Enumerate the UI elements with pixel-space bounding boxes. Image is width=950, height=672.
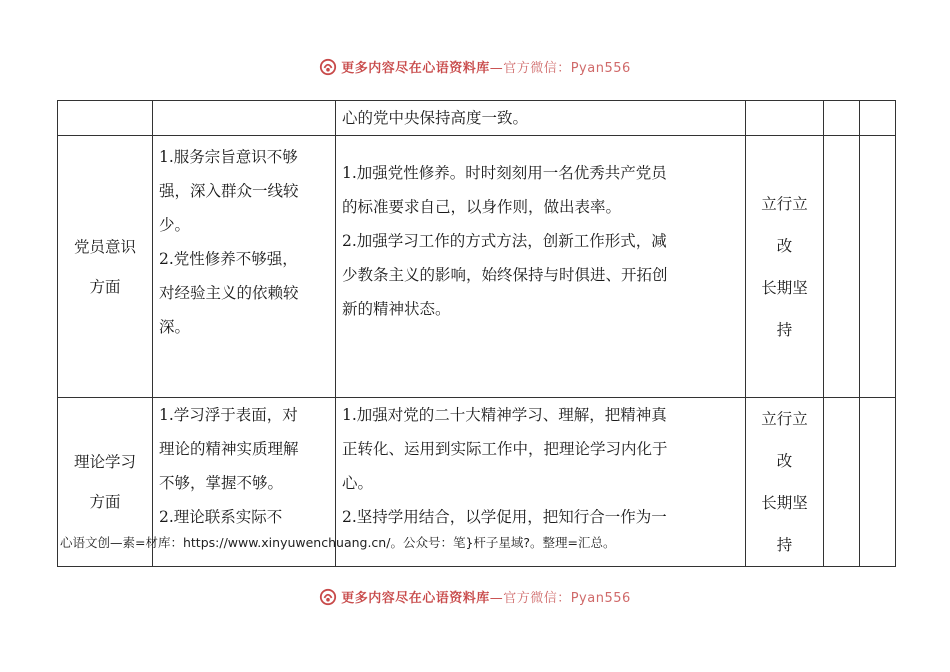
cell-text-line: 正转化、运用到实际工作中，把理论学习内化于 (342, 440, 668, 458)
measure-cell (336, 101, 746, 136)
table-row (58, 101, 896, 136)
cell-text-line: 心。 (342, 474, 374, 492)
measure-cell (336, 136, 746, 398)
cell-text-line: 立行立 (761, 194, 808, 213)
cell-text-line: 1.服务宗旨意识不够 (159, 148, 298, 166)
cell-text-line: 1.加强对党的二十大精神学习、理解，把精神真 (342, 406, 667, 424)
cell-text-line: 2.党性修养不够强， (159, 250, 298, 268)
cell-text-line: 2.理论联系实际不 (159, 508, 283, 526)
footer-source-text: 心语文创—素=材库：https://www.xinyuwenchuang.cn/。公众号：笔}杆子星域?。整理=汇总。 (60, 535, 616, 550)
remark-cell (860, 398, 896, 567)
cell-text-line: 少教条主义的影响，始终保持与时俱进、开拓创 (342, 266, 668, 284)
cell-text-line: 的标准要求自己，以身作则，做出表率。 (342, 198, 622, 216)
watermark-text: 更多内容尽在心语资料库 (341, 61, 490, 76)
watermark-top (0, 57, 950, 76)
cell-text-line: 2.坚持学用结合，以学促用，把知行合一作为一 (342, 508, 667, 526)
cell-text-line: 2.加强学习工作的方式方法，创新工作形式，减 (342, 232, 667, 250)
responsible-cell (824, 136, 860, 398)
responsible-cell (824, 101, 860, 136)
watermark-dash: — (489, 591, 504, 606)
cell-text-line: 心的党中央保持高度一致。 (342, 109, 529, 127)
problem-cell (153, 136, 336, 398)
cell-text-line: 强，深入群众一线较 (159, 182, 299, 200)
cell-text-line: 方面 (89, 493, 121, 511)
cell-text-line: 党员意识 (73, 237, 136, 256)
cell-text-line: 不够，掌握不够。 (159, 474, 284, 492)
brand-logo-icon (319, 588, 337, 606)
cell-text-line: 持 (776, 536, 793, 554)
watermark-dash: — (489, 61, 504, 76)
responsible-cell (824, 398, 860, 567)
cell-text-line: 持 (776, 320, 793, 339)
cell-text-line: 对经验主义的依赖较 (159, 284, 299, 302)
cell-text-line: 新的精神状态。 (342, 300, 451, 318)
aspect-cell (58, 101, 153, 136)
watermark-tag: 官方微信：Pyan556 (503, 61, 631, 76)
timeline-cell (746, 101, 824, 136)
aspect-cell (58, 136, 153, 398)
remark-cell (860, 136, 896, 398)
watermark-text: 更多内容尽在心语资料库 (341, 591, 490, 606)
cell-text-line: 1.加强党性修养。时时刻刻用一名优秀共产党员 (342, 164, 667, 182)
cell-text-line: 方面 (89, 277, 121, 296)
cell-text-line: 深。 (159, 318, 191, 336)
cell-text-line: 改 (776, 236, 793, 255)
timeline-cell (746, 136, 824, 398)
brand-logo-icon (319, 58, 337, 76)
cell-text-line: 立行立 (761, 410, 808, 428)
problem-cell (153, 101, 336, 136)
table-row (58, 136, 896, 398)
cell-text-line: 改 (776, 452, 793, 470)
watermark-bottom (0, 587, 950, 606)
cell-text-line: 理论学习 (73, 453, 136, 471)
cell-text-line: 理论的精神实质理解 (159, 440, 299, 458)
watermark-tag: 官方微信：Pyan556 (503, 591, 631, 606)
cell-text-line: 少。 (159, 216, 191, 234)
timeline-cell (746, 398, 824, 567)
remark-cell (860, 101, 896, 136)
cell-text-line: 1.学习浮于表面，对 (159, 406, 298, 424)
cell-text-line: 长期坚 (761, 278, 808, 297)
rectification-table (57, 100, 896, 567)
cell-text-line: 长期坚 (761, 494, 808, 512)
